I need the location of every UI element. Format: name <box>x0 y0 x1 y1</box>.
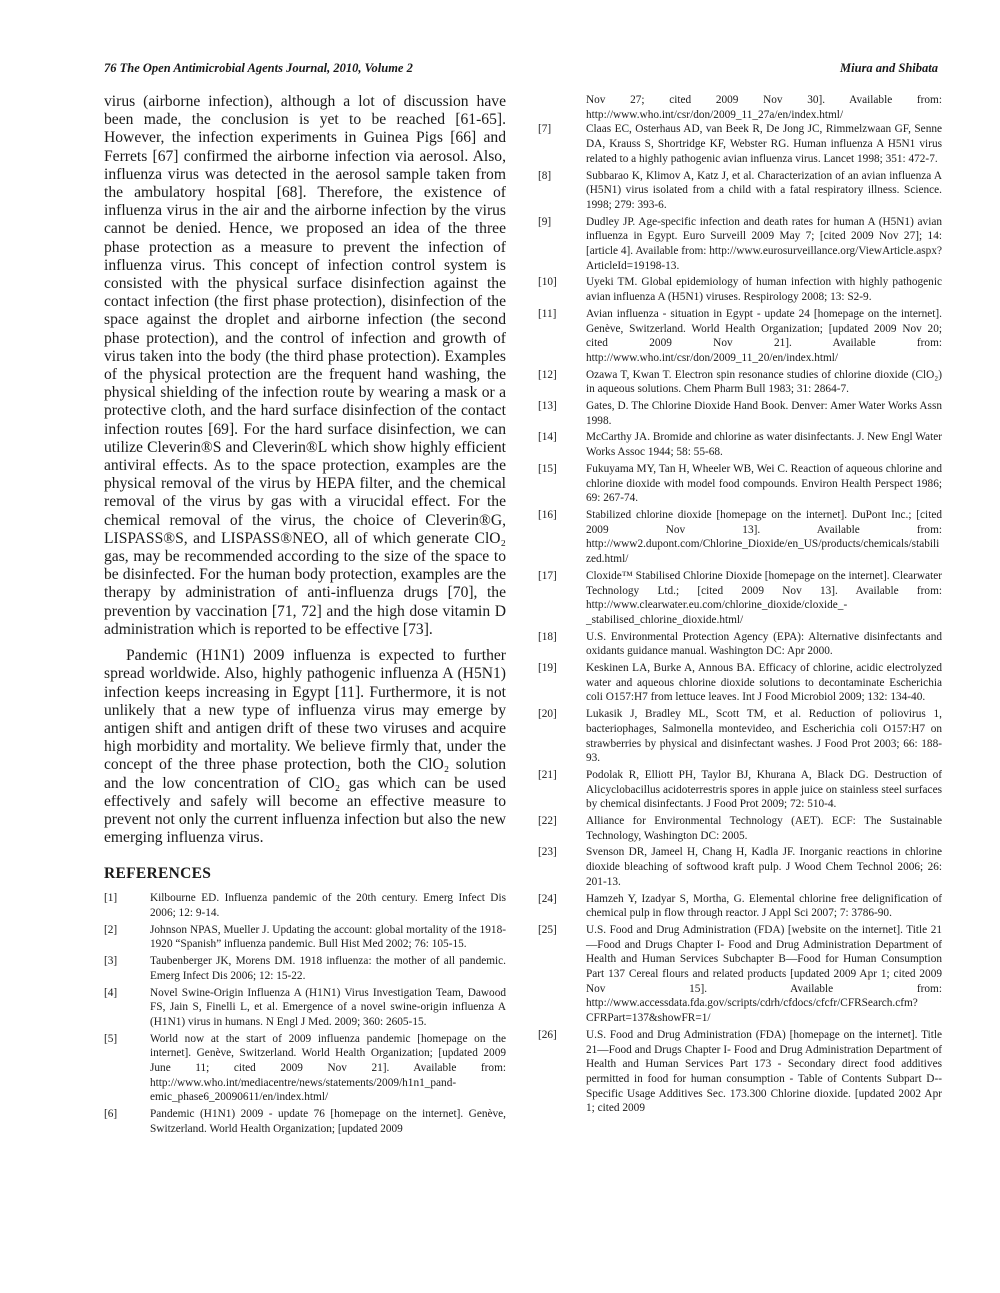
reference-number: [19] <box>538 662 557 675</box>
reference-number: [14] <box>538 431 557 444</box>
reference-text: Ozawa T, Kwan T. Electron spin resonance studies of chlorine dioxide (ClO₂) in aqueous solutions. Chem Pharm Bull 1983; 31: 2864-7. <box>586 368 942 396</box>
header-authors: Miura and Shibata <box>840 61 938 75</box>
reference-text: Subbarao K, Klimov A, Katz J, et al. Characterization of an avian influenza A (H5N1) virus isolated from a child with a fatal respiratory illness. Science. 1998; 279: 393-6. <box>586 169 942 211</box>
reference-number: [17] <box>538 569 557 582</box>
reference-item <box>538 275 942 304</box>
reference-text: McCarthy JA. Bromide and chlorine as water disinfectants. J. New Engl Water Works Assoc 1944; 58: 55-68. <box>586 431 942 459</box>
reference-number: [12] <box>538 368 557 381</box>
reference-number: [10] <box>538 276 557 289</box>
reference-item <box>538 215 942 274</box>
reference-text: Stabilized chlorine dioxide [homepage on the internet]. DuPont Inc.; [cited 2009 Nov 13]. Available from: http://www2.dupont.com/Chlorine_Dioxide/en_US/products/chemicals/stabilized.html/ <box>586 508 942 566</box>
reference-item <box>538 462 942 506</box>
reference-number: [1] <box>104 892 118 905</box>
reference-number: [6] <box>104 1108 118 1121</box>
reference-number: [2] <box>104 923 118 936</box>
reference-text: Keskinen LA, Burke A, Annous BA. Efficacy of chlorine, acidic electrolyzed water and aqueous chlorine dioxide solutions to decontaminate Escherichia coli O157:H7 from lettuce leaves. Int J Food Microbiol 2009; 132: 134-40. <box>586 662 942 704</box>
reference-item <box>538 814 942 843</box>
body-paragraph-2: Pandemic (H1N1) 2009 influenza is expected to further spread worldwide. Also, highly pathogenic influenza A (H5N1) infection keeps increasing in Egypt [11]. Furthermore, it is not unlikely that a new type of influenza virus may emerge by antigen shift and antigen drift of these two viruses and acquire high morbidity and mortality. We believe firmly that, under the concept of the three phase protection, both the ClO₂ solution and the low concentration of ClO₂ gas which can be used effectively and safely will become an effective measure to prevent not only the current influenza infection but also the new emerging influenza virus. <box>104 647 506 847</box>
reference-item <box>538 169 942 213</box>
reference-item <box>538 307 942 366</box>
reference-item <box>538 630 942 659</box>
reference-item <box>104 891 506 920</box>
reference-number: [24] <box>538 892 557 905</box>
reference-number: [23] <box>538 846 557 859</box>
references-list-left <box>104 891 506 1136</box>
reference-item <box>104 954 506 983</box>
reference-text: U.S. Environmental Protection Agency (EPA): Alternative disinfectants and oxidants guidance manual. Washington DC: Apr 2000. <box>586 630 942 658</box>
right-column <box>538 93 942 1116</box>
reference-item <box>538 845 942 889</box>
reference-item <box>538 430 942 459</box>
running-header <box>104 61 938 77</box>
reference-number: [15] <box>538 462 557 475</box>
reference-item <box>538 707 942 766</box>
reference-text: Dudley JP. Age-specific infection and death rates for human A (H5N1) avian influenza in Egypt. Euro Surveill 2009 May 7; [cited 2009 Nov 27]; 14: [article 4]. Available from: http://www.eurosurveillance.org/ViewArticle.aspx?ArticleId=19198-13. <box>586 215 942 272</box>
reference-number: [5] <box>104 1032 118 1045</box>
reference-text: Fukuyama MY, Tan H, Wheeler WB, Wei C. Reaction of aqueous chlorine and chlorine dioxide with model food compounds. Environ Health Perspect 1986; 69: 267-74. <box>586 462 942 505</box>
reference-item <box>104 1032 506 1106</box>
reference-item <box>538 508 942 567</box>
reference-item <box>538 923 942 1026</box>
reference-item <box>538 661 942 705</box>
reference-text: U.S. Food and Drug Administration (FDA) [website on the internet]. Title 21—Food and Drugs Chapter I- Food and Drug Administration Department of Health and Human Services Subchapter B—Food for Human Consumption Part 137 Cereal flours and related products [updated 2009 Apr 1; cited 2009 Nov 15]. Available from: http://www.accessdata.fda.gov/scripts/cdrh/cfdocs/cfcfr/CFRSearch.cfm?CFRPart=137&showFR=1/ <box>586 923 942 1025</box>
reference-number: [9] <box>538 215 552 228</box>
reference-item <box>104 923 506 952</box>
reference-text: Uyeki TM. Global epidemiology of human infection with highly pathogenic avian influenza A (H5N1) viruses. Respirology 2008; 13: S2-9. <box>586 276 942 304</box>
left-column <box>104 93 506 1137</box>
reference-text: U.S. Food and Drug Administration (FDA) [homepage on the internet]. Title 21—Food and Drugs Chapter I- Food and Drug Administration Department of Health and Human Services Part 173 - Secondary direct food additives permitted in food for human consumption - Table of Contents Subpart D--Specific Usage Additives Sec. 173.300 Chlorine dioxide. [updated 2002 Apr 1; cited 2009 <box>586 1028 942 1115</box>
references-list-right <box>538 122 942 1116</box>
reference-item <box>538 768 942 812</box>
reference-text: Nov 27; cited 2009 Nov 30]. Available from: http://www.who.int/csr/don/2009_11_27a/en/index.html/ <box>586 94 942 121</box>
reference-number: [7] <box>538 123 552 136</box>
reference-number: [16] <box>538 508 557 521</box>
reference-number: [21] <box>538 768 557 781</box>
reference-text: Taubenberger JK, Morens DM. 1918 influenza: the mother of all pandemic. Emerg Infect Dis 2006; 12: 15-22. <box>150 955 506 982</box>
reference-text: Claas EC, Osterhaus AD, van Beek R, De Jong JC, Rimmelzwaan GF, Senne DA, Krauss S, Shortridge KF, Webster RG. Human influenza A H5N1 virus related to a highly pathogenic avian influenza virus. Lancet 1998; 351: 472-7. <box>586 123 942 165</box>
reference-number: [13] <box>538 400 557 413</box>
reference-text: Hamzeh Y, Izadyar S, Mortha, G. Elemental chlorine free delignification of chemical pulp in flow through reactor. J Appl Sci 2007; 7: 3786-90. <box>586 892 942 920</box>
reference-text: Alliance for Environmental Technology (AET). ECF: The Sustainable Technology, Washington DC: 2005. <box>586 815 942 842</box>
reference-text: Cloxide™ Stabilised Chlorine Dioxide [homepage on the internet]. Clearwater Technology Ltd.; [cited 2009 Nov 13]. Available from: http://www.clearwater.eu.com/chlorine_dioxide/cloxide_-_stabilised_chlorine_dioxide.html/ <box>586 569 942 626</box>
header-journal-citation: 76 The Open Antimicrobial Agents Journal, 2010, Volume 2 <box>104 61 413 75</box>
reference-number: [11] <box>538 307 557 320</box>
reference-text: Johnson NPAS, Mueller J. Updating the account: global mortality of the 1918-1920 “Spanish” influenza pandemic. Bull Hist Med 2002; 76: 105-15. <box>150 923 506 951</box>
reference-number: [26] <box>538 1028 557 1041</box>
reference-continuation <box>538 93 942 122</box>
reference-text: Podolak R, Elliott PH, Taylor BJ, Khurana A, Black DG. Destruction of Alicyclobacillus acidoterrestris spores in apple juice on stainless steel surfaces by chemical disinfectants. J Food Prot 2009; 72: 510-4. <box>586 768 942 811</box>
body-paragraph-1: virus (airborne infection), although a lot of discussion have been made, the conclusion is yet to be reached [61-65]. However, the infection experiments in Guinea Pigs [66] and Ferrets [67] confirmed the airborne infection via aerosol. Also, influenza virus was detected in the aerosol sample taken from the ambulatory hospital [68]. Therefore, the existence of influenza virus in the air and the airborne infection by the virus cannot be denied. Hence, we proposed an idea of the three phase protection as a measure to prevent the infection of influenza virus. This concept of infection control system is consisted with the physical surface disinfection against the contact infection (the first phase protection), disinfection of the space against the droplet and airborne infection (the second phase protection), and the control of infection and growth of virus taken into the body (the third phase protection). Examples of the physical protection are the frequent hand washing, the physical shielding of the infection route by wearing a mask or a protective cloth, and the hard surface disinfection of the contact infection routes [69]. For the hard surface disinfection, we can utilize Cleverin®S and Cleverin®L which show highly efficient antiviral effects. As to the space protection, examples are the physical removal of the virus by HEPA filter, and the chemical removal of the virus by gas with a virucidal effect. For the chemical removal of the virus, the choice of Cleverin®G, LISPASS®S, and LISPASS®NEO, all of which generate ClO₂ gas, may be recommended according to the size of the space to be disinfected. For the human body protection, examples are the therapy by administration of anti-influenza drugs [70], the prevention by vaccination [71, 72] and the high dose vitamin D administration which is reported to be effective [73]. <box>104 93 506 638</box>
reference-text: Gates, D. The Chlorine Dioxide Hand Book. Denver: Amer Water Works Assn 1998. <box>586 400 942 427</box>
reference-item <box>104 986 506 1030</box>
reference-item <box>538 1028 942 1116</box>
reference-text: Lukasik J, Bradley ML, Scott TM, et al. Reduction of poliovirus 1, bacteriophages, Salmonella montevideo, and Escherichia coli O157:H7 on strawberries by physical and disinfectant washes. J Food Prot 2003; 66: 188-93. <box>586 708 942 765</box>
reference-text: Kilbourne ED. Influenza pandemic of the 20th century. Emerg Infect Dis 2006; 12: 9-14. <box>150 892 506 920</box>
reference-number: [25] <box>538 923 557 936</box>
reference-text: World now at the start of 2009 influenza pandemic [homepage on the internet]. Genève, Switzerland. World Health Organization; [updated 2009 June 11; cited 2009 Nov 21]. Available from: http://www.who.int/mediacentre/news/statements/2009/h1n1_pandemic_phase6_20090611/en/index.html/ <box>150 1032 506 1104</box>
reference-number: [8] <box>538 169 552 182</box>
reference-item <box>538 569 942 628</box>
reference-item <box>538 122 942 166</box>
reference-number: [3] <box>104 955 118 968</box>
reference-number: [4] <box>104 986 118 999</box>
reference-number: [20] <box>538 708 557 721</box>
references-heading: REFERENCES <box>104 865 212 883</box>
reference-number: [18] <box>538 630 557 643</box>
reference-item <box>538 892 942 921</box>
reference-item <box>538 368 942 397</box>
reference-text: Svenson DR, Jameel H, Chang H, Kadla JF. Inorganic reactions in chlorine dioxide bleaching of softwood kraft pulp. J Wood Chem Technol 2006; 26: 201-13. <box>586 846 942 888</box>
reference-text: Avian influenza - situation in Egypt - update 24 [homepage on the internet]. Genève, Switzerland. World Health Organization; [updated 2009 Nov 20; cited 2009 Nov 21]. Available from: http://www.who.int/csr/don/2009_11_20/en/index.html/ <box>586 307 942 364</box>
reference-number: [22] <box>538 815 557 828</box>
reference-text: Pandemic (H1N1) 2009 - update 76 [homepage on the internet]. Genève, Switzerland. World Health Organization; [updated 2009 <box>150 1108 506 1135</box>
reference-item <box>538 399 942 428</box>
reference-text: Novel Swine-Origin Influenza A (H1N1) Virus Investigation Team, Dawood FS, Jain S, Finelli L, et al. Emergence of a novel swine-origin influenza A (H1N1) virus in humans. N Engl J Med. 2009; 360: 2605-15. <box>150 986 506 1028</box>
reference-item <box>104 1107 506 1136</box>
